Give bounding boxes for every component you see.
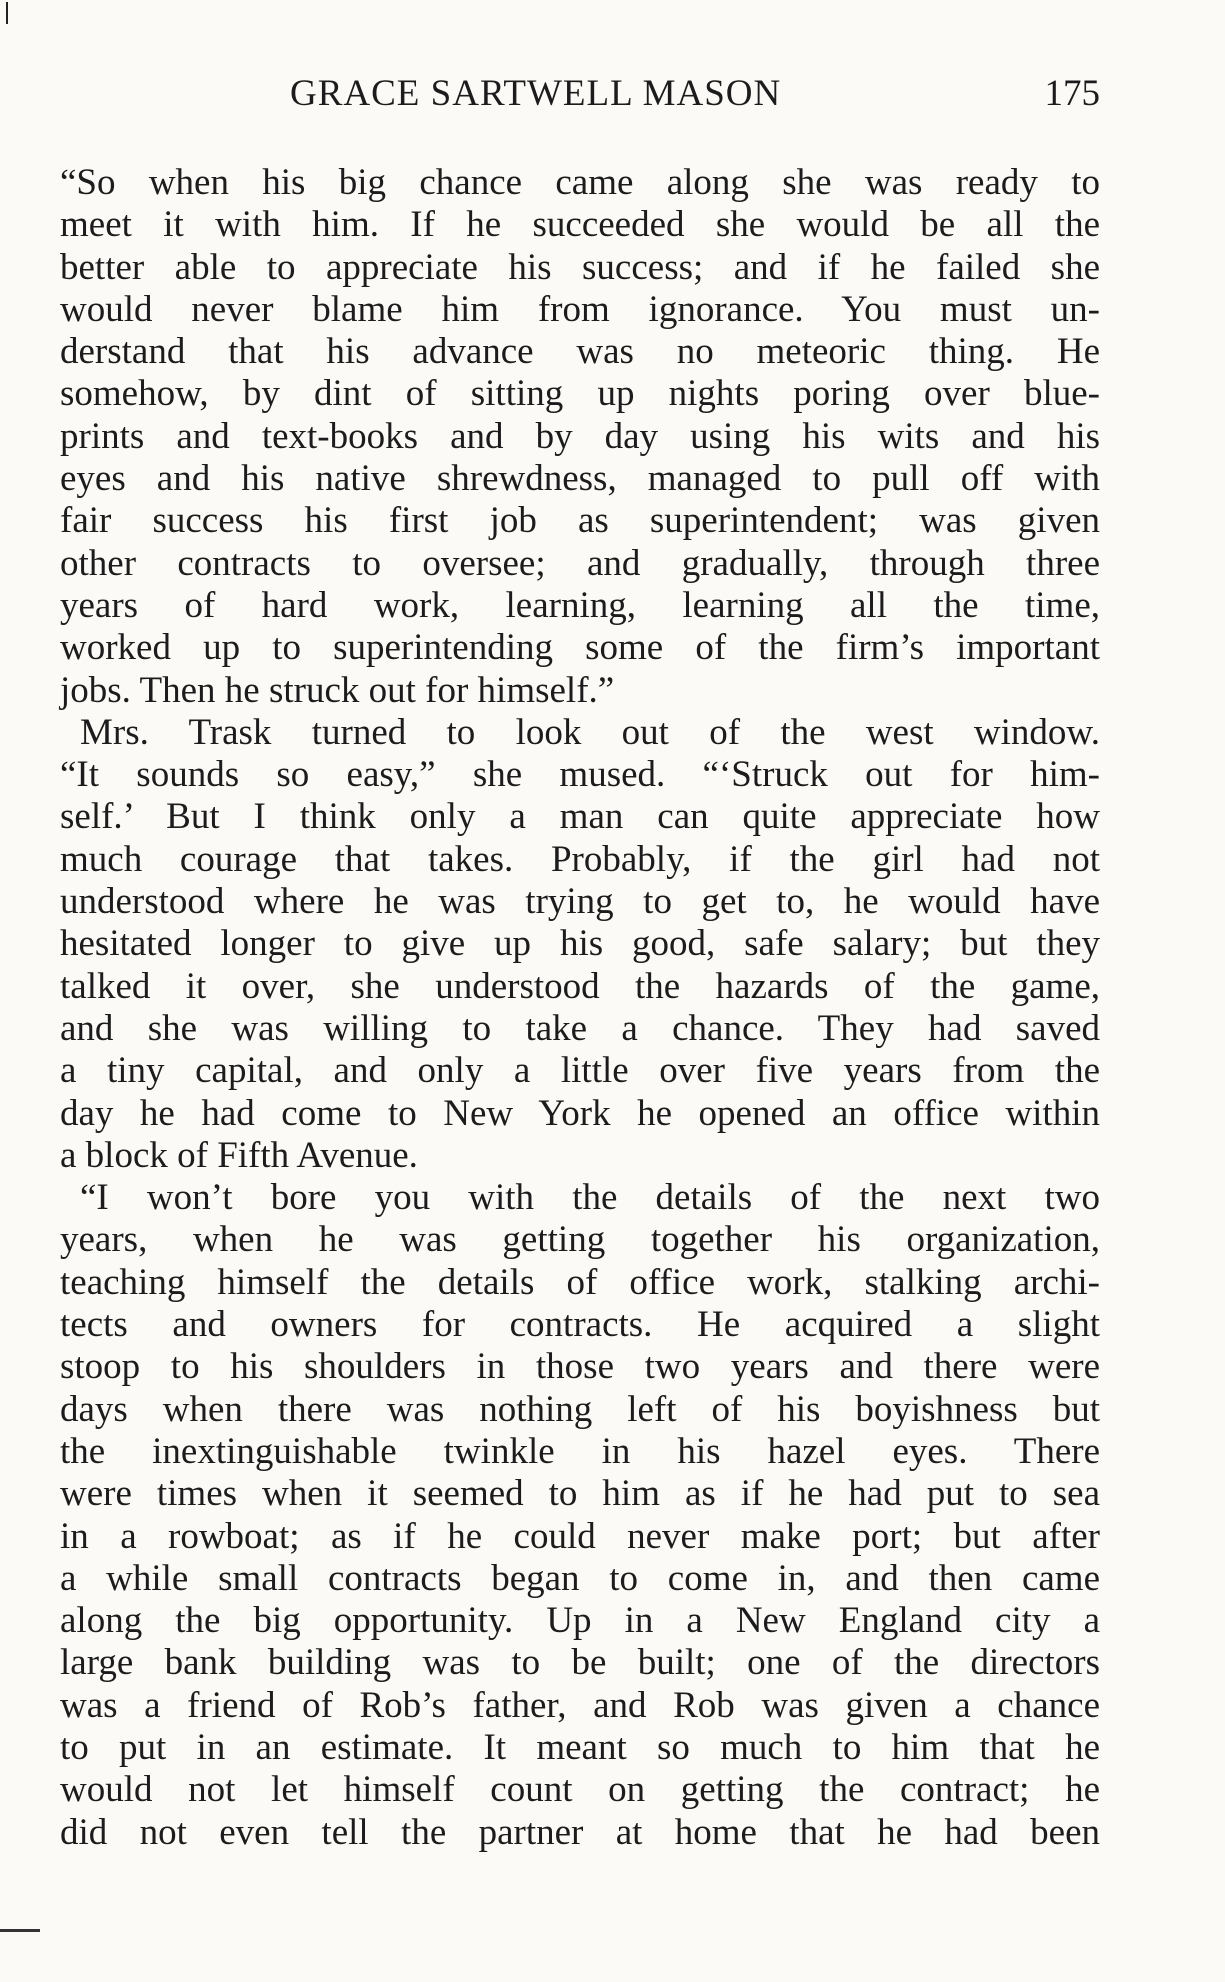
text-line: large bank building was to be built; one of the directors: [60, 1642, 1100, 1684]
text-line: eyes and his native shrewdness, managed to pull off with: [60, 458, 1100, 500]
text-line: tects and owners for contracts. He acquired a slight: [60, 1304, 1100, 1346]
text-line: did not even tell the partner at home that he had been: [60, 1811, 1100, 1853]
text-line: “I won’t bore you with the details of the next two: [80, 1177, 1100, 1219]
text-line: in a rowboat; as if he could never make port; but after: [60, 1515, 1100, 1557]
text-line: were times when it seemed to him as if he had put to sea: [60, 1473, 1100, 1515]
text-line: meet it with him. If he succeeded she would be all the: [60, 204, 1100, 246]
page-number: 175: [1044, 73, 1100, 114]
text-line: day he had come to New York he opened an office within: [60, 1092, 1100, 1134]
text-line: prints and text-books and by day using his wits and his: [60, 415, 1100, 457]
text-line: and she was willing to take a chance. They had saved: [60, 1007, 1100, 1049]
text-line: to put in an estimate. It meant so much to him that he: [60, 1726, 1100, 1768]
text-line: worked up to superintending some of the firm’s important: [60, 627, 1100, 669]
text-line: days when there was nothing left of his boyishness but: [60, 1388, 1100, 1430]
text-line: much courage that takes. Probably, if the girl had not: [60, 838, 1100, 880]
text-line: a tiny capital, and only a little over five years from the: [60, 1050, 1100, 1092]
text-line: talked it over, she understood the hazards of the game,: [60, 965, 1100, 1007]
text-line: would never blame him from ignorance. You must un-: [60, 288, 1100, 330]
margin-mark: [6, 2, 8, 24]
running-title: GRACE SARTWELL MASON: [290, 73, 782, 114]
text-line: was a friend of Rob’s father, and Rob was given a chance: [60, 1684, 1100, 1726]
text-line: would not let himself count on getting the contract; he: [60, 1769, 1100, 1811]
text-line: “So when his big chance came along she was ready to: [60, 162, 1100, 203]
text-line: Mrs. Trask turned to look out of the west window.: [80, 711, 1100, 753]
text-line: better able to appreciate his success; and if he failed she: [60, 246, 1100, 288]
page-header: [60, 72, 1100, 132]
text-line: the inextinguishable twinkle in his hazel eyes. There: [60, 1430, 1100, 1472]
text-line: a block of Fifth Avenue.: [60, 1134, 418, 1176]
text-line: jobs. Then he struck out for himself.”: [60, 669, 615, 711]
corner-mark: [0, 1929, 40, 1932]
text-line: “It sounds so easy,” she mused. “‘Struck out for him-: [60, 754, 1100, 796]
text-line: a while small contracts began to come in, and then came: [60, 1557, 1100, 1599]
text-line: along the big opportunity. Up in a New England city a: [60, 1600, 1100, 1642]
text-line: hesitated longer to give up his good, safe salary; but they: [60, 923, 1100, 965]
text-line: understood where he was trying to get to, he would have: [60, 881, 1100, 923]
text-line: teaching himself the details of office work, stalking archi-: [60, 1261, 1100, 1303]
text-line: years of hard work, learning, learning all the time,: [60, 584, 1100, 626]
text-line: years, when he was getting together his organization,: [60, 1219, 1100, 1261]
text-line: other contracts to oversee; and gradually, through three: [60, 542, 1100, 584]
text-line: somehow, by dint of sitting up nights poring over blue-: [60, 373, 1100, 415]
text-line: self.’ But I think only a man can quite appreciate how: [60, 796, 1100, 838]
text-line: derstand that his advance was no meteoric thing. He: [60, 331, 1100, 373]
body-text: [60, 162, 1100, 1854]
text-line: stoop to his shoulders in those two years and there were: [60, 1346, 1100, 1388]
text-line: fair success his first job as superintendent; was given: [60, 500, 1100, 542]
